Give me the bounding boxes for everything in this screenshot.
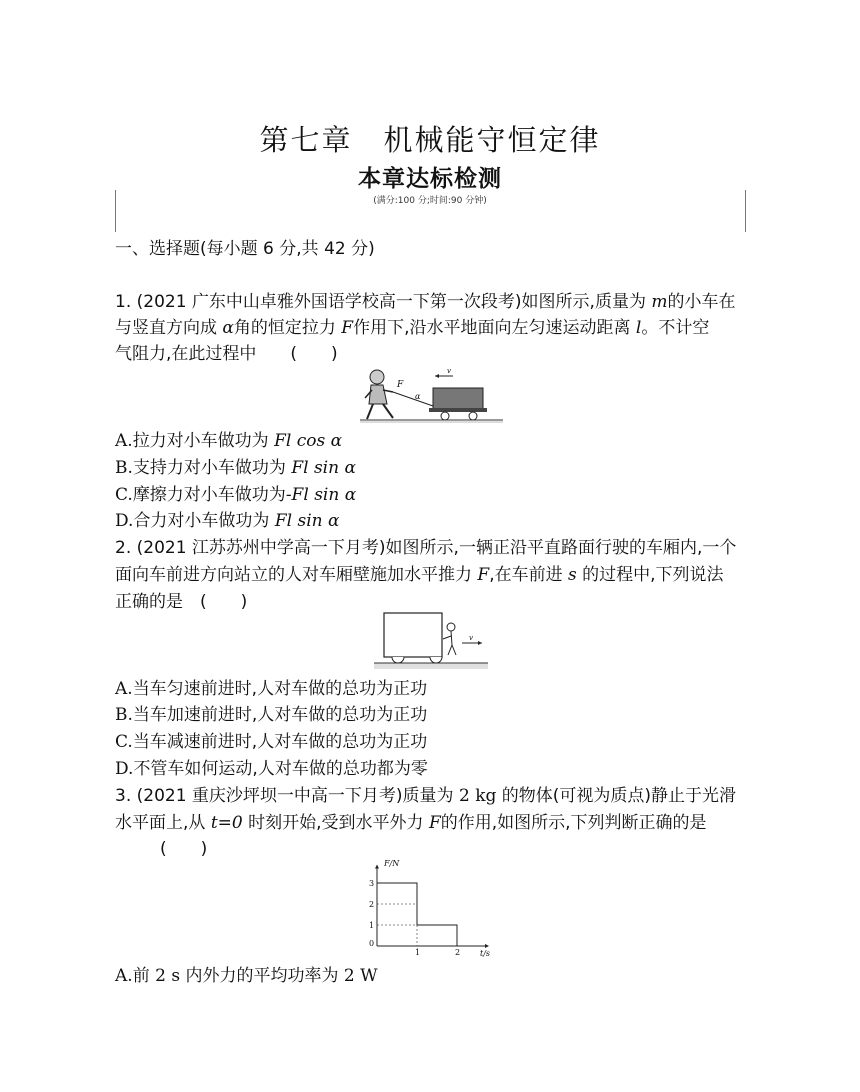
x-tick-label: 0 <box>369 939 375 948</box>
chart-ticks <box>369 879 460 957</box>
y-tick-label: 2 <box>369 900 375 909</box>
q2-option-d[interactable]: D.不管车如何运动,人对车做的总功都为零 <box>115 759 428 779</box>
y-tick-label: 3 <box>369 879 375 888</box>
q1-option-b[interactable]: B.支持力对小车做功为 Fl sin α <box>115 458 356 478</box>
q2-option-a[interactable]: A.当车匀速前进时,人对车做的总功为正功 <box>115 679 428 699</box>
q1-line-3: 气阻力,在此过程中 ( ) <box>115 344 338 364</box>
section-title: 本章达标检测 <box>358 166 502 192</box>
chart-ylabel: F/N <box>384 859 400 868</box>
q2-line-3: 正确的是 ( ) <box>115 592 248 612</box>
part-heading: 一、选择题(每小题 6 分,共 42 分) <box>115 239 375 259</box>
q1-figure-boy-pulling-cart <box>355 366 505 426</box>
q3-line-1: 3. (2021 重庆沙坪坝一中高一下月考)质量为 2 kg 的物体(可视为质点)静止于光滑 <box>115 786 737 806</box>
x-tick-label: 1 <box>415 948 421 957</box>
chart-xlabel: t/s <box>480 949 491 958</box>
y-tick-label: 1 <box>369 921 375 930</box>
x-tick-label: 2 <box>455 948 461 957</box>
q2-line-2: 面向车前进方向站立的人对车厢壁施加水平推力 F,在车前进 s 的过程中,下列说法 <box>115 565 724 585</box>
q3-line-2: 水平面上,从 t=0 时刻开始,受到水平外力 F的作用,如图所示,下列判断正确的是 <box>115 813 707 833</box>
q1-line-1: 1. (2021 广东中山卓雅外国语学校高一下第一次段考)如图所示,质量为 m的小车在 <box>115 292 736 312</box>
chart-axes <box>375 865 489 949</box>
q2-option-b[interactable]: B.当车加速前进时,人对车做的总功为正功 <box>115 705 428 725</box>
chart-series-line <box>377 883 457 946</box>
left-margin-line <box>115 190 116 232</box>
q1-fig-label-alpha: α <box>415 392 421 401</box>
q1-option-a[interactable]: A.拉力对小车做功为 Fl cos α <box>115 431 343 451</box>
q1-option-c[interactable]: C.摩擦力对小车做功为-Fl sin α <box>115 485 357 505</box>
q1-line-2: 与竖直方向成 α角的恒定拉力 F作用下,沿水平地面向左匀速运动距离 l。不计空 <box>115 318 710 338</box>
chapter-title: 第七章 机械能守恒定律 <box>259 123 601 157</box>
x-axis-arrow <box>485 944 489 948</box>
exam-meta: (满分:100 分;时间:90 分钟) <box>373 196 487 206</box>
q1-fig-label-v: v <box>447 367 451 375</box>
q1-fig-label-F: F <box>397 380 404 390</box>
chart-guides <box>377 904 417 946</box>
q2-line-1: 2. (2021 江苏苏州中学高一下月考)如图所示,一辆正沿平直路面行驶的车厢内,一个 <box>115 538 737 558</box>
q2-fig-label-v: v <box>469 634 473 642</box>
q1-option-d[interactable]: D.合力对小车做功为 Fl sin α <box>115 511 340 531</box>
q3-force-time-chart <box>362 856 497 958</box>
right-margin-line <box>745 190 746 232</box>
q2-option-c[interactable]: C.当车减速前进时,人对车做的总功为正功 <box>115 732 428 752</box>
q3-line-3: ( ) <box>160 839 208 859</box>
q2-figure-person-in-car <box>372 609 490 673</box>
y-axis-arrow <box>375 865 379 869</box>
q3-option-a[interactable]: A.前 2 s 内外力的平均功率为 2 W <box>115 966 378 986</box>
